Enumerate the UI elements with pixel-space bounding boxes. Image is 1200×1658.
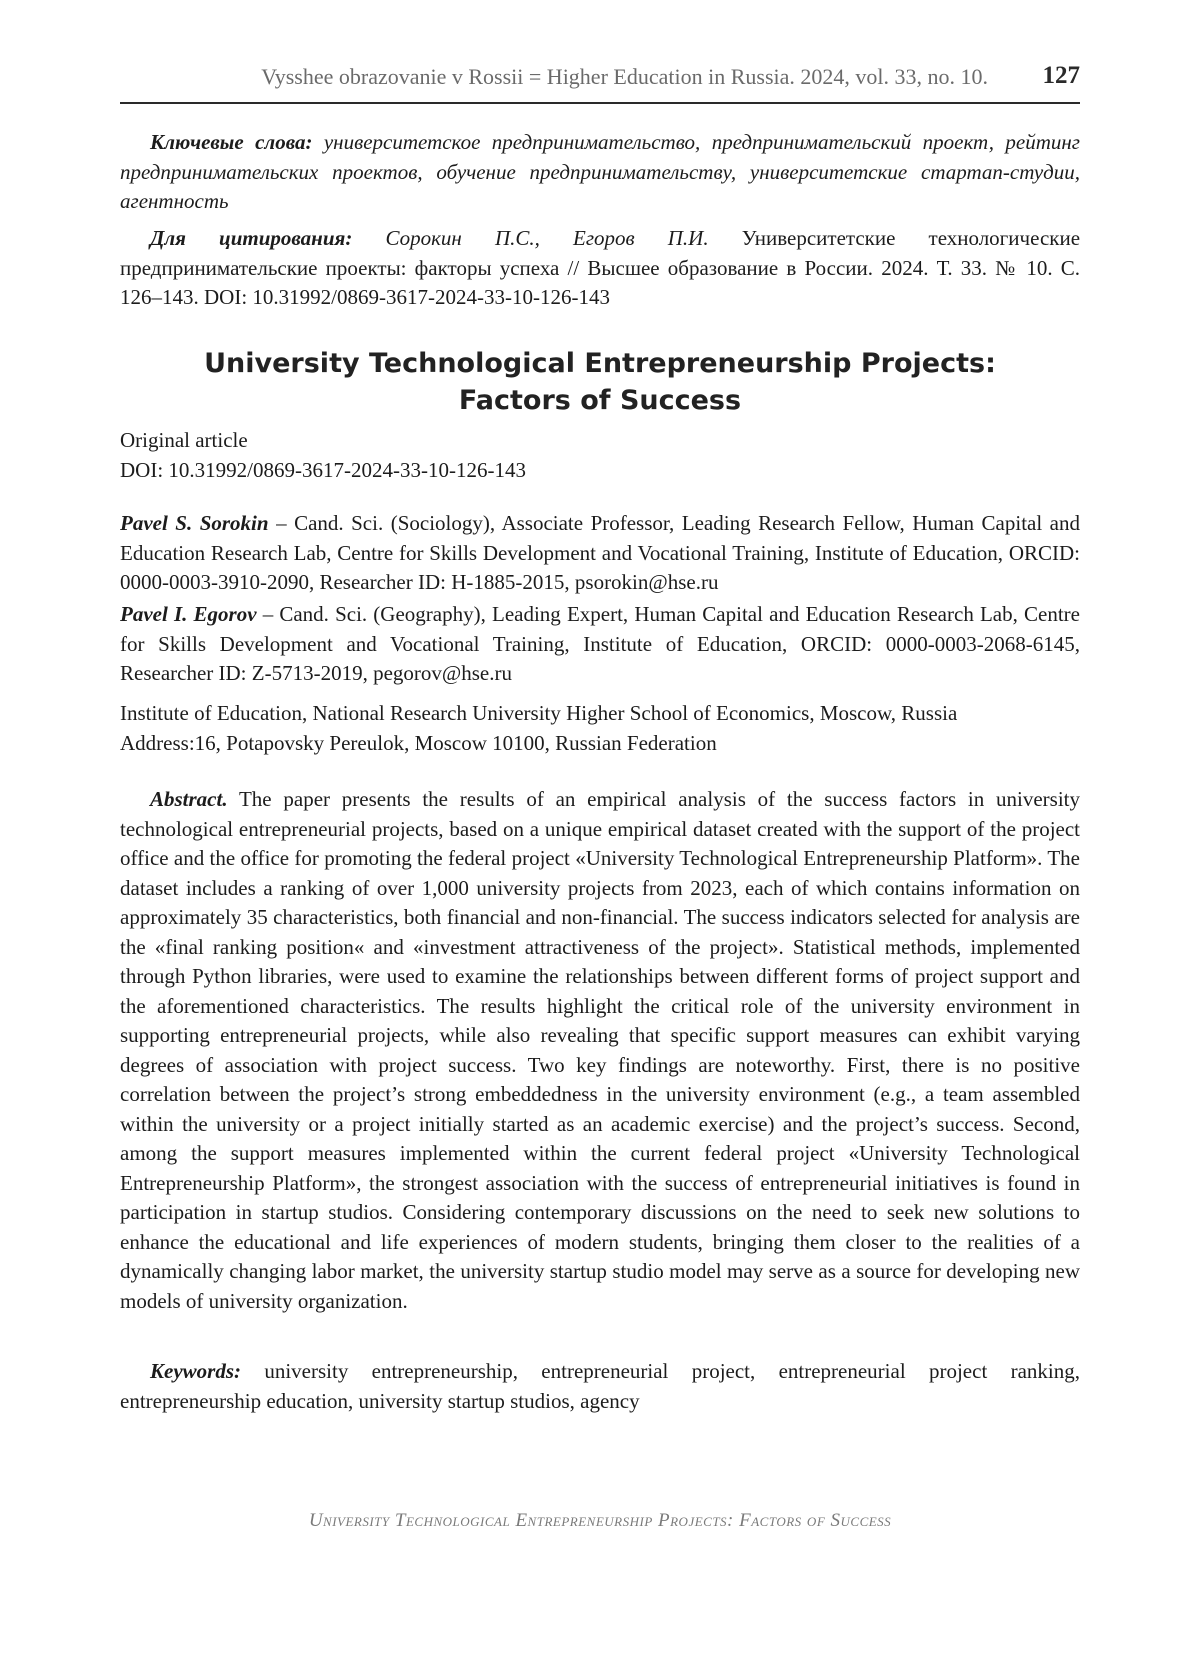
article-title-line-2: Factors of Success: [458, 385, 742, 416]
keywords-en-label: Keywords:: [150, 1359, 241, 1383]
citation-ru-text: Университетские технологические предпринимательские проекты: факторы успеха // Высшее образование в России. 2024. Т. 33. № 10. С. 126–143. DOI: 10.31992/0869-3617-2024-33-10-126-143: [120, 226, 1081, 309]
affiliation: [120, 699, 1080, 758]
running-footer: University Technological Entrepreneurship Projects: Factors of Success: [308, 1510, 892, 1531]
keywords-ru-label: Ключевые слова:: [150, 130, 313, 154]
author-entry: [120, 600, 1080, 689]
page-number: 127: [1042, 62, 1080, 89]
article-title-line-1: University Technological Entrepreneurship Projects:: [204, 348, 996, 379]
article-meta: [120, 426, 1080, 485]
abstract-label: Abstract.: [150, 787, 228, 811]
article-doi: DOI: 10.31992/0869-3617-2024-33-10-126-143: [120, 457, 526, 482]
affiliation-address: Address:16, Potapovsky Pereulok, Moscow 10100, Russian Federation: [120, 730, 717, 755]
keywords-en: [120, 1357, 1080, 1416]
keywords-en-text: university entrepreneurship, entrepreneurial project, entrepreneurial project ranking, entrepreneurship education, university startup studios, agency: [120, 1359, 1081, 1413]
author-name: Pavel S. Sorokin: [120, 511, 269, 535]
abstract-text: The paper presents the results of an empirical analysis of the success factors in university technological entrepreneurial projects, based on a unique empirical dataset created with the support of the project office and the office for promoting the federal project «University Technological Entrepreneurship Platform». The dataset includes a ranking of over 1,000 university projects from 2023, each of which contains information on approximately 35 characteristics, both financial and non-financial. The success indicators selected for analysis are the «final ranking position« and «investment attractiveness of the project». Statistical methods, implemented through Python libraries, were used to examine the relationships between different forms of project support and the aforementioned characteristics. The results highlight the critical role of the university environment in supporting entrepreneurial projects, while also revealing that specific support measures can exhibit varying degrees of association with project success. Two key findings are noteworthy. First, there is no positive correlation between the project’s strong embeddedness in the university environment (e.g., a team assembled within the university or a project initially started as an academic exercise) and the project’s success. Second, among the support measures implemented within the current federal project «University Technological Entrepreneurship Platform», the strongest association with the success of entrepreneurial initiatives is found in participation in startup studios. Considering contemporary discussions on the need to seek new solutions to enhance the educational and life experiences of modern students, bringing them closer to the realities of a dynamically changing labor market, the university startup studio model may serve as a source for developing new models of university organization.: [120, 787, 1081, 1313]
article-type: Original article: [120, 428, 248, 452]
author-entry: [120, 509, 1080, 598]
keywords-ru: [120, 128, 1080, 217]
article-title: [120, 345, 1080, 419]
citation-ru: [120, 224, 1080, 313]
author-details: – Cand. Sci. (Sociology), Associate Professor, Leading Research Fellow, Human Capital and Education Research Lab, Centre for Skills Development and Vocational Training, Institute of Education, ORCID: 0000-0003-3910-2090, Researcher ID: H-1885-2015, psorokin@hse.ru: [120, 511, 1081, 594]
author-details: – Cand. Sci. (Geography), Leading Expert, Human Capital and Education Research Lab, Centre for Skills Development and Vocational Training, Institute of Education, ORCID: 0000-0003-2068-6145, Researcher ID: Z-5713-2019, pegorov@hse.ru: [120, 602, 1080, 685]
running-head: [120, 62, 1080, 104]
journal-citation: Vysshee obrazovanie v Rossii = Higher Education in Russia. 2024, vol. 33, no. 10.: [261, 64, 988, 89]
journal-page: [120, 0, 1080, 1658]
keywords-ru-text: университетское предпринимательство, предпринимательский проект, рейтинг предпринимательских проектов, обучение предпринимательству, университетские стартап-студии, агентность: [120, 130, 1080, 213]
affiliation-institution: Institute of Education, National Research University Higher School of Economics, Moscow, Russia: [120, 701, 958, 725]
author-name: Pavel I. Egorov: [120, 602, 257, 626]
citation-ru-label: Для цитирования:: [150, 226, 353, 250]
citation-ru-authors: Сорокин П.С., Егоров П.И.: [385, 226, 709, 250]
abstract: [120, 785, 1080, 1316]
